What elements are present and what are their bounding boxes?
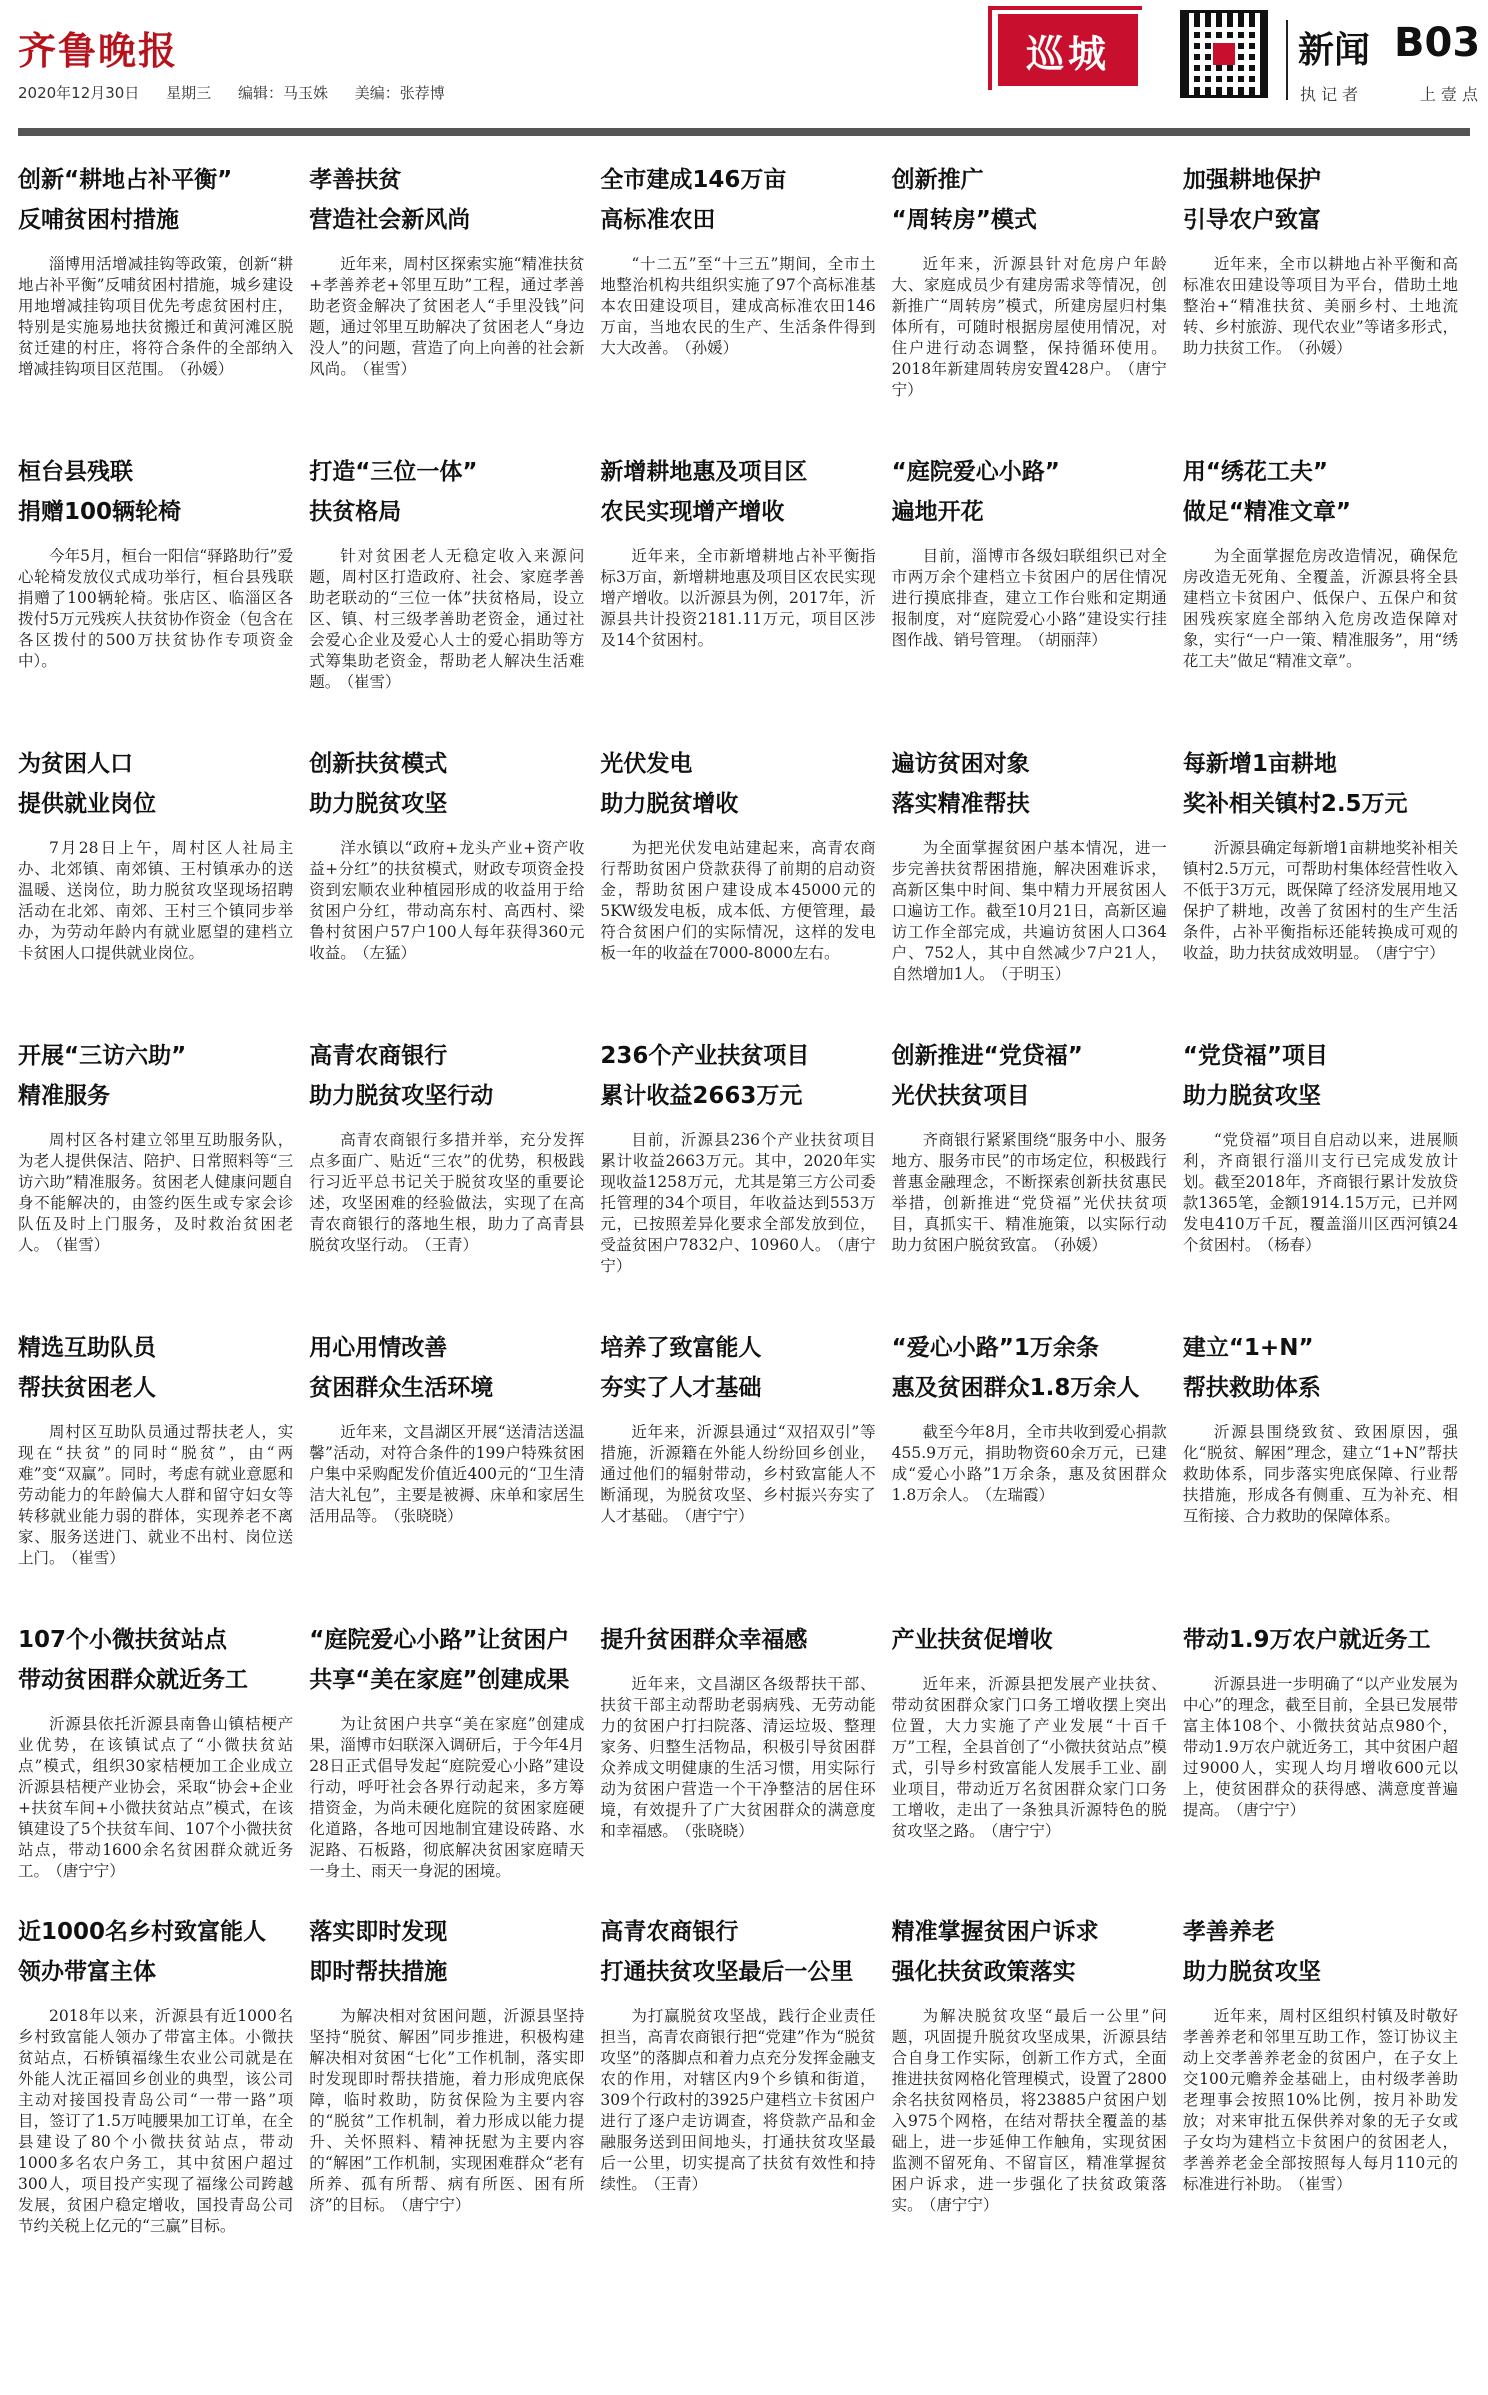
article-row	[18, 452, 1474, 744]
article	[600, 1328, 889, 1620]
article-subtitle: 扶贫格局	[309, 499, 402, 525]
header-rule	[18, 128, 1470, 136]
article-body: 目前，淄博市各级妇联组织已对全市两万余个建档立卡贫困户的居住情况进行摸底排查，建立工作台账和定期通报制度，对“庭院爱心小路”建设实行挂图作战、销号管理。 （胡丽萍）	[891, 547, 1167, 649]
article	[600, 1036, 889, 1328]
article-author: （胡丽萍）	[1037, 631, 1107, 649]
article-subtitle: 助力脱贫攻坚	[309, 791, 448, 817]
article-author: （崔雪）	[361, 360, 416, 378]
article-body: 为全面掌握贫困户基本情况，进一步完善扶贫帮困措施，解决困难诉求，高新区集中时间、集中精力开展贫困人口遍访工作。截至10月21日，高新区遍访工作全部完成，共遍访贫困人口364户、752人，其中自然减少7户21人，自然增加1人。 （于明玉）	[891, 839, 1167, 983]
article-body: 2018年以来，沂源县有近1000名乡村致富能人领办了带富主体。小微扶贫站点，石桥镇福缘生农业公司就是在外能人沈正福回乡创业的典型，该公司主动对接国投青岛公司“一带一路”项目，签订了1.5万吨腰果加工订单，在全县建设了80个小微扶贫站点，带动1000多名农户务工，其中贫困户超过300人，项目投产实现了福缘公司跨越发展，贫困户稳定增收，国投青岛公司节约关税上亿元的“三赢”目标。	[18, 2007, 294, 2235]
article-author: （孙媛）	[179, 360, 234, 378]
article-row	[18, 1036, 1474, 1328]
article-title: 创新推进“党贷福”	[891, 1043, 1083, 1069]
article-body: 为全面掌握危房改造情况，确保危房改造无死角、全覆盖，沂源县将全县建档立卡贫困户、低保户、五保户和贫困残疾家庭全部纳入危房改造保障对象，实行“一户一策、精准服务”，用“绣花工夫”做足“精准文章”。	[1182, 547, 1459, 670]
article-subtitle: 领办带富主体	[18, 1959, 156, 1985]
article-subtitle: 奖补相关镇村2.5万元	[1182, 791, 1408, 817]
masthead	[0, 0, 1488, 130]
article-subtitle: 累计收益2663万元	[600, 1083, 803, 1109]
article-body: 近年来，周村区组织村镇及时敬好孝善养老和邻里互助工作，签订协议主动上交孝善养老金的贫困户，在子女上交100元赡养金基础上，由村级孝善助老理事会按照10%比例，按月补助发放；对来审批五保供养对象的无子女或子女均为建档立卡贫困户的贫困老人，孝善养老金全部按照每人每月110元的标准进行补助。 （崔雪）	[1182, 2007, 1459, 2193]
article-author: （张晓晓）	[392, 1507, 463, 1525]
article-author: （唐宁宁）	[683, 1507, 754, 1525]
article	[891, 1912, 1181, 2214]
article	[1183, 1328, 1472, 1620]
article-body: 沂源县依托沂源县南鲁山镇桔梗产业优势，在该镇试点了“小微扶贫站点”模式，组织30家桔梗加工企业成立沂源县桔梗产业协会，采取“协会+企业+扶贫车间+小微扶贫站点”模式，在该镇建设了5个扶贫车间、107个小微扶贫站点，带动1600余名贫困群众就近务工。 （唐宁宁）	[18, 1715, 294, 1880]
article	[309, 1328, 598, 1620]
article-body: 近年来，全市以耕地占补平衡和高标准农田建设等项目为平台，借助土地整治+“精准扶贫、美丽乡村、土地流转、乡村旅游、现代农业”等诸多形式，助力扶贫工作。 （孙媛）	[1182, 255, 1459, 357]
article-body: 周村区各村建立邻里互助服务队，为老人提供保洁、陪护、日常照料等“三访六助”精准服务。贫困老人健康问题自身不能解决的，由签约医生或专家会诊队伍及时上门服务，及时救治贫困老人。 （崔雪）	[18, 1131, 294, 1254]
article-subtitle: 引导农户致富	[1182, 207, 1321, 233]
article-title: 创新扶贫模式	[309, 751, 448, 777]
article-author: （王青）	[652, 2175, 708, 2193]
article-subtitle: 捐赠100辆轮椅	[18, 499, 182, 525]
article-title: 精准掌握贫困户诉求	[891, 1919, 1099, 1945]
article	[18, 1328, 307, 1620]
article-author: （唐宁宁）	[400, 2196, 471, 2214]
article-body: 为解决相对贫困问题，沂源县坚持坚持“脱贫、解困”同步推进，积极构建解决相对贫困“七化”工作机制，落实即时发现即时帮扶措施，着力形成兜底保障，临时救助，防贫保险为主要内容的“脱贫”工作机制，着力形成以能力提升、关怀照料、精神抚慰为主要内容的“解困”工作机制，实现困难群众“老有所养、孤有所帮、病有所医、困有所济”的目标。 （唐宁宁）	[309, 2007, 585, 2214]
article	[18, 744, 307, 1036]
article	[18, 1036, 307, 1328]
article-body: 截至今年8月，全市共收到爱心捐款455.9万元，捐助物资60余万元，已建成“爱心小路”1万余条，惠及贫困群众1.8万余人。 （左瑞霞）	[891, 1423, 1167, 1504]
article	[1183, 1620, 1472, 1912]
article	[600, 1912, 889, 2204]
article-body: 近年来，沂源县通过“双招双引”等措施，沂源籍在外能人纷纷回乡创业，通过他们的辐射带动，乡村致富能人不断涌现，为脱贫攻坚、乡村振兴夯实了人才基础。 （唐宁宁）	[600, 1423, 876, 1525]
article-title: 加强耕地保护	[1182, 167, 1321, 193]
article-title: “党贷福”项目	[1182, 1043, 1329, 1069]
article	[892, 452, 1181, 744]
article-title: 桓台县残联	[18, 459, 133, 485]
article	[18, 1912, 307, 2235]
article-body: 为打赢脱贫攻坚战，践行企业责任担当，高青农商银行把“党建”作为“脱贫攻坚”的落脚点和着力点充分发挥金融支农的作用，对辖区内9个乡镇和街道，309个行政村的3925户建档立卡贫困户进行了逐户走访调查，将贷款产品和金融服务送到田间地头，打通扶贫攻坚最后一公里，切实提高了扶贫有效性和持续性。 （王青）	[600, 2007, 876, 2193]
article-title: 为贫困人口	[18, 751, 133, 777]
article-subtitle: 即时帮扶措施	[309, 1959, 448, 1985]
article-author: （左瑞霞）	[984, 1486, 1055, 1504]
article	[18, 160, 307, 452]
article-title: 光伏发电	[600, 751, 693, 777]
qr-code-icon	[1180, 10, 1268, 98]
article-body: 为解决脱贫攻坚“最后一公里”问题，巩固提升脱贫攻坚成果，沂源县结合自身工作实际，创新工作方式，全面推进扶贫网格化管理模式，设置了2800余名扶贫网格员，将23885户贫困户划入975个网格，在结对帮扶全覆盖的基础上，进一步延伸工作触角，实现贫困监测不留死角、不留盲区，精准掌握贫困户诉求，进一步强化了扶贫政策落实。 （唐宁宁）	[891, 2007, 1167, 2214]
article-subtitle: 营造社会新风尚	[309, 207, 471, 233]
article-title: 用“绣花工夫”	[1182, 459, 1329, 485]
article-author: （唐宁宁）	[55, 1862, 125, 1880]
article-body: 沂源县围绕致贫、致困原因，强化“脱贫、解困”理念，建立“1+N”帮扶救助体系，同步落实兜底保障、行业帮扶措施，形成各有侧重、互为补充、相互衔接、合力救助的保障体系。	[1182, 1423, 1459, 1525]
article-subtitle: 提升贫困群众幸福感	[600, 1627, 808, 1653]
article-author: （唐宁宁）	[1235, 1801, 1306, 1819]
article-subtitle: 贫困群众生活环境	[309, 1375, 494, 1401]
article-title: 新增耕地惠及项目区	[600, 459, 808, 485]
article	[892, 1620, 1181, 1912]
article-author: （崔雪）	[1297, 2175, 1352, 2193]
article-author: （崔雪）	[70, 1549, 125, 1567]
article-author: （孙媛）	[1052, 1236, 1107, 1254]
article-subtitle: 助力脱贫攻坚	[1182, 1083, 1321, 1109]
article-author: （崔雪）	[55, 1236, 110, 1254]
article-author: （左猛）	[361, 944, 416, 962]
article	[309, 1620, 598, 1912]
article	[892, 1036, 1181, 1328]
article-author: （孙媛）	[683, 339, 739, 357]
article	[309, 1912, 598, 2214]
reporter-name: 上 壹 点	[1419, 85, 1478, 104]
article-row	[18, 160, 1474, 452]
article-author: （唐宁宁）	[600, 1236, 876, 1275]
article-body: 为把光伏发电站建起来，高青农商行帮助贫困户贷款获得了前期的启动资金，帮助贫困户建设成本45000元的5KW级发电板，成本低、方便管理，最符合贫困户们的实际情况，这样的发电板一年的收益在7000-8000左右。	[600, 839, 876, 962]
article-subtitle: 助力脱贫攻坚	[1182, 1959, 1321, 1985]
article-subtitle: 反哺贫困村措施	[18, 207, 179, 233]
article-author: （杨春）	[1266, 1236, 1321, 1254]
article	[1183, 452, 1472, 744]
article	[892, 1328, 1181, 1620]
article-title: 培养了致富能人	[600, 1335, 762, 1361]
article-title: 107个小微扶贫站点	[18, 1627, 228, 1653]
article-body: 为让贫困户共享“美在家庭”创建成果，淄博市妇联深入调研后，于今年4月28日正式倡导发起“庭院爱心小路”建设行动，呼吁社会各界行动起来，多方筹措资金，为尚未硬化庭院的贫困家庭硬化道路，各地可因地制宜建设砖路、水泥路、石板路，彻底解决贫困家庭晴天一身土、雨天一身泥的困境。	[309, 1715, 585, 1880]
article	[600, 160, 889, 452]
article-body: “十二五”至“十三五”期间，全市土地整治机构共组织实施了97个高标准基本农田建设项目，建成高标准农田146万亩，当地农民的生产、生活条件得到大大改善。 （孙媛）	[600, 255, 876, 357]
issue-weekday: 星期三	[166, 84, 212, 102]
article-subtitle: 夯实了人才基础	[600, 1375, 762, 1401]
article	[600, 1620, 889, 1912]
article-row	[18, 1328, 1474, 1620]
designer-credit: 美编：张荐博	[354, 84, 445, 102]
article-subtitle: 带动1.9万农户就近务工	[1182, 1627, 1431, 1653]
article-title: 孝善养老	[1182, 1919, 1275, 1945]
editor-credit: 编辑：马玉姝	[237, 84, 328, 102]
article-subtitle: 产业扶贫促增收	[891, 1627, 1053, 1653]
article-body: 洋水镇以“政府+龙头产业+资产收益+分红”的扶贫模式，财政专项资金投资到宏顺农业种植园形成的收益用于给贫困户分红，带动高东村、高西村、梁鲁村贫困户57户100人每年获得360元收益。 （左猛）	[309, 839, 585, 962]
article-author: （于明玉）	[1000, 965, 1071, 983]
article-body: 近年来，全市新增耕地占补平衡指标3万亩，新增耕地惠及项目区农民实现增产增收。以沂源县为例，2017年，沂源县共计投资2181.11万元，项目区涉及14个贫困村。	[600, 547, 876, 649]
article-subtitle: 惠及贫困群众1.8万余人	[891, 1375, 1140, 1401]
issue-date: 2020年12月30日	[18, 84, 140, 102]
article-title: 近1000名乡村致富能人	[18, 1919, 267, 1945]
section-badge: 巡城	[998, 14, 1138, 86]
article-row	[18, 1912, 1474, 2235]
article-title: “庭院爱心小路”让贫困户	[309, 1627, 570, 1653]
article-body: 近年来，文昌湖区开展“送清洁送温馨”活动，对符合条件的199户特殊贫困户集中采购配发价值近400元的“卫生清洁大礼包”，主要是被褥、床单和家居生活用品等。 （张晓晓）	[309, 1423, 585, 1525]
article-body: 淄博用活增减挂钩等政策，创新“耕地占补平衡”反哺贫困村措施，城乡建设用地增减挂钩项目优先考虑贫困村庄，特别是实施易地扶贫搬迁和黄河滩区脱贫迁建的村庄，将符合条件的全部纳入增减挂钩项目区范围。 （孙媛）	[18, 255, 294, 378]
article-subtitle: 帮扶救助体系	[1182, 1375, 1321, 1401]
article-body: 针对贫困老人无稳定收入来源问题，周村区打造政府、社会、家庭孝善助老联动的“三位一体”扶贫格局，设立区、镇、村三级孝善助老资金，通过社会爱心企业及爱心人士的爱心捐助等方式筹集助老资金，帮助老人解决生活难题。 （崔雪）	[309, 547, 585, 691]
article-subtitle: 落实精准帮扶	[891, 791, 1030, 817]
article-title: 精选互助队员	[18, 1335, 156, 1361]
article-body: 近年来，沂源县针对危房户年龄大、家庭成员少有建房需求等情况，创新推广“周转房”模式，所建房屋归村集体所有，可随时根据房屋使用情况，对住户进行动态调整，保持循环使用。2018年新建周转房安置428户。 （唐宁宁）	[891, 255, 1167, 399]
article-title: 建立“1+N”	[1182, 1335, 1314, 1361]
article-author: （唐宁宁）	[1374, 944, 1445, 962]
article-row	[18, 1620, 1474, 1912]
article	[1183, 1912, 1472, 2204]
article-body: 近年来，周村区探索实施“精准扶贫+孝善养老+邻里互助”工程，通过孝善助老资金解决了贫困老人“手里没钱”问题，通过邻里互助解决了贫困老人“身边没人”的问题，营造了向上向善的社会新风尚。 （崔雪）	[309, 255, 585, 378]
article-title: 打造“三位一体”	[309, 459, 478, 485]
article-subtitle: 打通扶贫攻坚最后一公里	[600, 1959, 854, 1985]
article-body: “党贷福”项目自启动以来，进展顺利，齐商银行淄川支行已完成发放计划。截至2018年，齐商银行累计发放贷款1365笔，金额1914.15万元，已并网发电410万千瓦，覆盖淄川区西河镇24个贫困村。 （杨春）	[1182, 1131, 1459, 1254]
article-subtitle: 助力脱贫攻坚行动	[309, 1083, 494, 1109]
article-subtitle: 共享“美在家庭”创建成果	[309, 1667, 570, 1693]
article-author: （唐宁宁）	[990, 1822, 1061, 1840]
article-body: 7月28日上午，周村区人社局主办、北郊镇、南郊镇、王村镇承办的送温暖、送岗位，助力脱贫攻坚现场招聘活动在北郊、南郊、王村三个镇同步举办，为劳动年龄内有就业愿望的建档立卡贫困人口提供就业岗位。	[18, 839, 294, 962]
article-subtitle: 光伏扶贫项目	[891, 1083, 1030, 1109]
newspaper-logo: 齐鲁晚报	[18, 28, 179, 73]
article-row	[18, 744, 1474, 1036]
article	[1183, 160, 1472, 452]
article	[600, 452, 889, 744]
article-subtitle: 助力脱贫增收	[600, 791, 739, 817]
reporter-line	[1300, 82, 1478, 105]
article	[600, 744, 889, 1036]
reporter-label: 执 记 者	[1300, 85, 1359, 104]
article	[1183, 744, 1472, 1036]
article	[309, 1036, 598, 1328]
article-subtitle: 带动贫困群众就近务工	[18, 1667, 248, 1693]
article-title: “庭院爱心小路”	[891, 459, 1060, 485]
header-divider	[1286, 20, 1288, 100]
article-title: “爱心小路”1万余条	[891, 1335, 1099, 1361]
article-title: 每新增1亩耕地	[1182, 751, 1337, 777]
article-title: 236个产业扶贫项目	[600, 1043, 810, 1069]
page-number: B03	[1394, 20, 1481, 66]
article-title: 全市建成146万亩	[600, 167, 787, 193]
article-body: 齐商银行紧紧围绕“服务中小、服务地方、服务市民”的市场定位，积极践行普惠金融理念，不断探索创新扶贫惠民举措，创新推进“党贷福”光伏扶贫项目，真抓实干、精准施策，以实际行动助力贫困户脱贫致富。 （孙媛）	[891, 1131, 1167, 1254]
article	[1183, 1036, 1472, 1328]
article-author: （崔雪）	[346, 673, 401, 691]
article-title: 创新推广	[891, 167, 984, 193]
article	[309, 452, 598, 744]
article-subtitle: 做足“精准文章”	[1182, 499, 1352, 525]
article-subtitle: 高标准农田	[600, 207, 716, 233]
article-title: 孝善扶贫	[309, 167, 402, 193]
article	[892, 744, 1181, 1036]
article-author: （唐宁宁）	[891, 360, 1167, 399]
article-subtitle: 农民实现增产增收	[600, 499, 785, 525]
issue-meta	[18, 82, 467, 103]
article-body: 沂源县确定每新增1亩耕地奖补相关镇村2.5万元，可帮助村集体经营性收入不低于3万元，既保障了经济发展用地又保护了耕地，改善了贫困村的生产生活条件，占补平衡指标还能转换成可观的收益，助力扶贫成效明显。 （唐宁宁）	[1182, 839, 1459, 962]
article-body: 周村区互助队员通过帮扶老人，实现在“扶贫”的同时“脱贫”，由“两难”变“双赢”。同时，考虑有就业意愿和劳动能力的年龄偏大人群和留守妇女等转移就业能力弱的群体，实现养老不离家、服务送进门、就业不出村、岗位送上门。 （崔雪）	[18, 1423, 294, 1567]
section-title: 新闻	[1298, 30, 1371, 71]
article-subtitle: “周转房”模式	[891, 207, 1037, 233]
article-title: 开展“三访六助”	[18, 1043, 187, 1069]
article-title: 高青农商银行	[600, 1919, 739, 1945]
article-author: （王青）	[423, 1236, 478, 1254]
article-title: 高青农商银行	[309, 1043, 448, 1069]
article-subtitle: 提供就业岗位	[18, 791, 156, 817]
article	[18, 1620, 307, 1912]
article-title: 用心用情改善	[309, 1335, 448, 1361]
article-body: 目前，沂源县236个产业扶贫项目累计收益2663万元。其中，2020年实现收益1258万元，尤其是第三方公司委托管理的34个项目，年收益达到553万元，已按照差异化要求全部发放到位，受益贫困户7832户、10960人。 （唐宁宁）	[600, 1131, 876, 1275]
article-subtitle: 强化扶贫政策落实	[891, 1959, 1076, 1985]
article-title: 遍访贫困对象	[891, 751, 1030, 777]
article	[309, 744, 598, 1036]
article-title: 创新“耕地占补平衡”	[18, 167, 233, 193]
article-body: 沂源县进一步明确了“以产业发展为中心”的理念，截至目前，全县已发展带富主体108个、小微扶贫站点980个，带动1.9万农户就近务工，其中贫困户超过9000人，实现人均月增收600元以上，使贫困群众的获得感、满意度普遍提高。 （唐宁宁）	[1182, 1675, 1459, 1819]
article-author: （孙媛）	[1297, 339, 1352, 357]
article	[309, 160, 598, 452]
article	[892, 160, 1181, 452]
article-body: 近年来，文昌湖区各级帮扶干部、扶贫干部主动帮助老弱病残、无劳动能力的贫困户打扫院落、清运垃圾、整理家务、归整生活物品，积极引导贫困群众养成文明健康的生活习惯，用实际行动为贫困户营造一个干净整洁的居住环境，有效提升了广大贫困群众的满意度和幸福感。 （张晓晓）	[600, 1675, 876, 1840]
article-title: 落实即时发现	[309, 1919, 448, 1945]
article-author: （张晓晓）	[683, 1822, 754, 1840]
article	[18, 452, 307, 744]
article-body: 今年5月，桓台一阳信“驿路助行”爱心轮椅发放仪式成功举行，桓台县残联捐赠了100辆轮椅。张店区、临淄区各拨付5万元残疾人扶贫协作资金（包含在各区拨付的500万扶贫协作专项资金中）。	[18, 547, 294, 670]
article-subtitle: 帮扶贫困老人	[18, 1375, 156, 1401]
article-grid	[18, 160, 1474, 2235]
article-subtitle: 遍地开花	[891, 499, 984, 525]
article-body: 高青农商银行多措并举，充分发挥点多面广、贴近“三农”的优势，积极践行习近平总书记关于脱贫攻坚的重要论述，攻坚困难的经验做法，实现了在高青农商银行的落地生根，助力了高青县脱贫攻坚行动。 （王青）	[309, 1131, 585, 1254]
article-subtitle: 精准服务	[18, 1083, 110, 1109]
article-body: 近年来，沂源县把发展产业扶贫、带动贫困群众家门口务工增收摆上突出位置，大力实施了产业发展“十百千万”工程，全县首创了“小微扶贫站点”模式，引导乡村致富能人发展手工业、副业项目，带动近万名贫困群众家门口务工增收，走出了一条独具沂源特色的脱贫攻坚之路。 （唐宁宁）	[891, 1675, 1167, 1840]
article-author: （唐宁宁）	[928, 2196, 999, 2214]
